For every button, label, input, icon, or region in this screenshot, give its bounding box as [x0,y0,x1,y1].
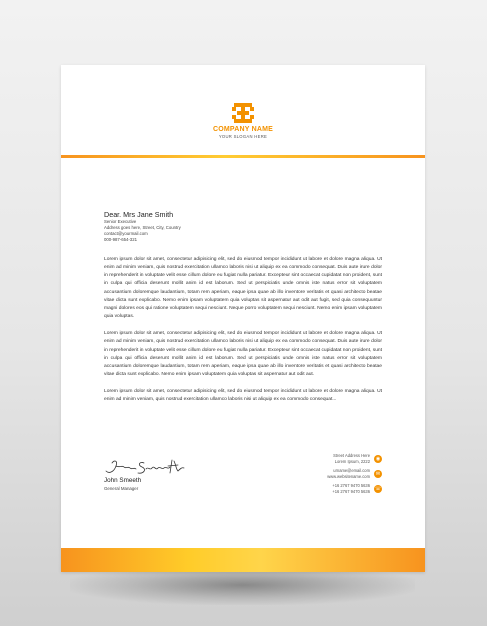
contact-address-line1: Street Address Here [333,453,370,458]
recipient-email: contact@yourmail.com [104,231,148,236]
contact-address-line2: Lorem Ipsum, 2222 [334,458,370,464]
contact-phone-1: +16 2767 9470 5636 [332,483,370,488]
footer-accent-bar [61,548,425,572]
location-icon: ◉ [375,455,381,462]
body-paragraph: Lorem ipsum dolor sit amet, consectetur adipisicing elit, sed do eiusmod tempor incididunt ut labore et dolore magna aliqua. Ut enim ad minim veniam, quis nostrud exercitation ullamco laboris nisi ut aliquip ex ea commodo consequat. Duis aute irure dolor in reprehenderit in voluptate velit esse cillum dolore eu fugiat nulla pariatur. Excepteur sint occaecat cupidatat non proident, sunt in culpa qui officia deserunt mollit anim id est laborum. Sed ut perspiciatis unde omnis iste natus error sit voluptatem accusantium doloremque laudantium, totam rem aperiam, eaque ipsa quae ab illo inventore veritatis et quasi architecto beatae vitae dicta sunt explicabo. Nemo enim ipsam voluptatem quia voluptas sit aspernatur aut odit aut. [104,331,382,378]
recipient-address: Address goes here, Street, City, Country [104,225,181,230]
company-slogan: YOUR SLOGAN HERE [218,134,268,139]
contact-address-row [327,453,382,464]
contact-phone-row [327,483,382,494]
letter-body [104,256,382,414]
contact-email-row [327,468,382,479]
signature-block [104,457,186,491]
letterhead-page [61,65,425,572]
contact-block [327,453,382,498]
signer-title: General Manager [104,486,139,491]
salutation: Dear. Mrs Jane Smith [104,210,174,219]
body-paragraph: Lorem ipsum dolor sit amet, consectetur adipisicing elit, sed do eiusmod tempor incididunt ut labore et dolore magna aliqua. Ut enim ad minim veniam, quis nostrud exercitation ullamco laboris nisi ut aliquip ex ea commodo consequat... [104,389,382,403]
contact-website: www.websitename.com [327,473,370,479]
handwritten-signature [104,457,186,479]
contact-email: urname@email.com [333,468,370,473]
recipient-title: Senior Executive [104,219,137,224]
email-icon: ✉ [375,470,381,477]
company-logo [61,103,425,139]
recipient-block [104,210,394,243]
company-name: COMPANY NAME [212,126,274,133]
signer-name: John Smeeth [104,477,142,484]
phone-icon: ☏ [374,485,382,492]
company-logo-icon [232,103,254,123]
body-paragraph: Lorem ipsum dolor sit amet, consectetur adipisicing elit, sed do eiusmod tempor incididunt ut labore et dolore magna aliqua. Ut enim ad minim veniam, quis nostrud exercitation ullamco laboris nisi ut aliquip ex ea commodo consequat. Duis aute irure dolor in reprehenderit in voluptate velit esse cillum dolore eu fugiat nulla pariatur. Excepteur sint occaecat cupidatat non proident, sunt in culpa qui officia deserunt mollit anim id est laborum. Sed ut perspiciatis unde omnis iste natus error sit voluptatem accusantium doloremque laudantium, totam rem aperiam, eaque ipsa quae ab illo inventore veritatis et quasi architecto beatae vitae dicta sunt explicabo. Nemo enim ipsam voluptatem quia voluptas sit aspernatur aut odit aut fugit, sed quia consequuntur magni dolores eos qui ratione voluptatem sequi nesciunt. Neque porro voluptatem sequi nesciunt. Nemo enim ipsam voluptatem quia voluptas. [104,257,382,320]
header-accent-bar [61,155,425,158]
recipient-phone: 000-987-654-321 [104,237,137,242]
contact-phone-2: +16 2767 9470 5636 [332,488,370,494]
